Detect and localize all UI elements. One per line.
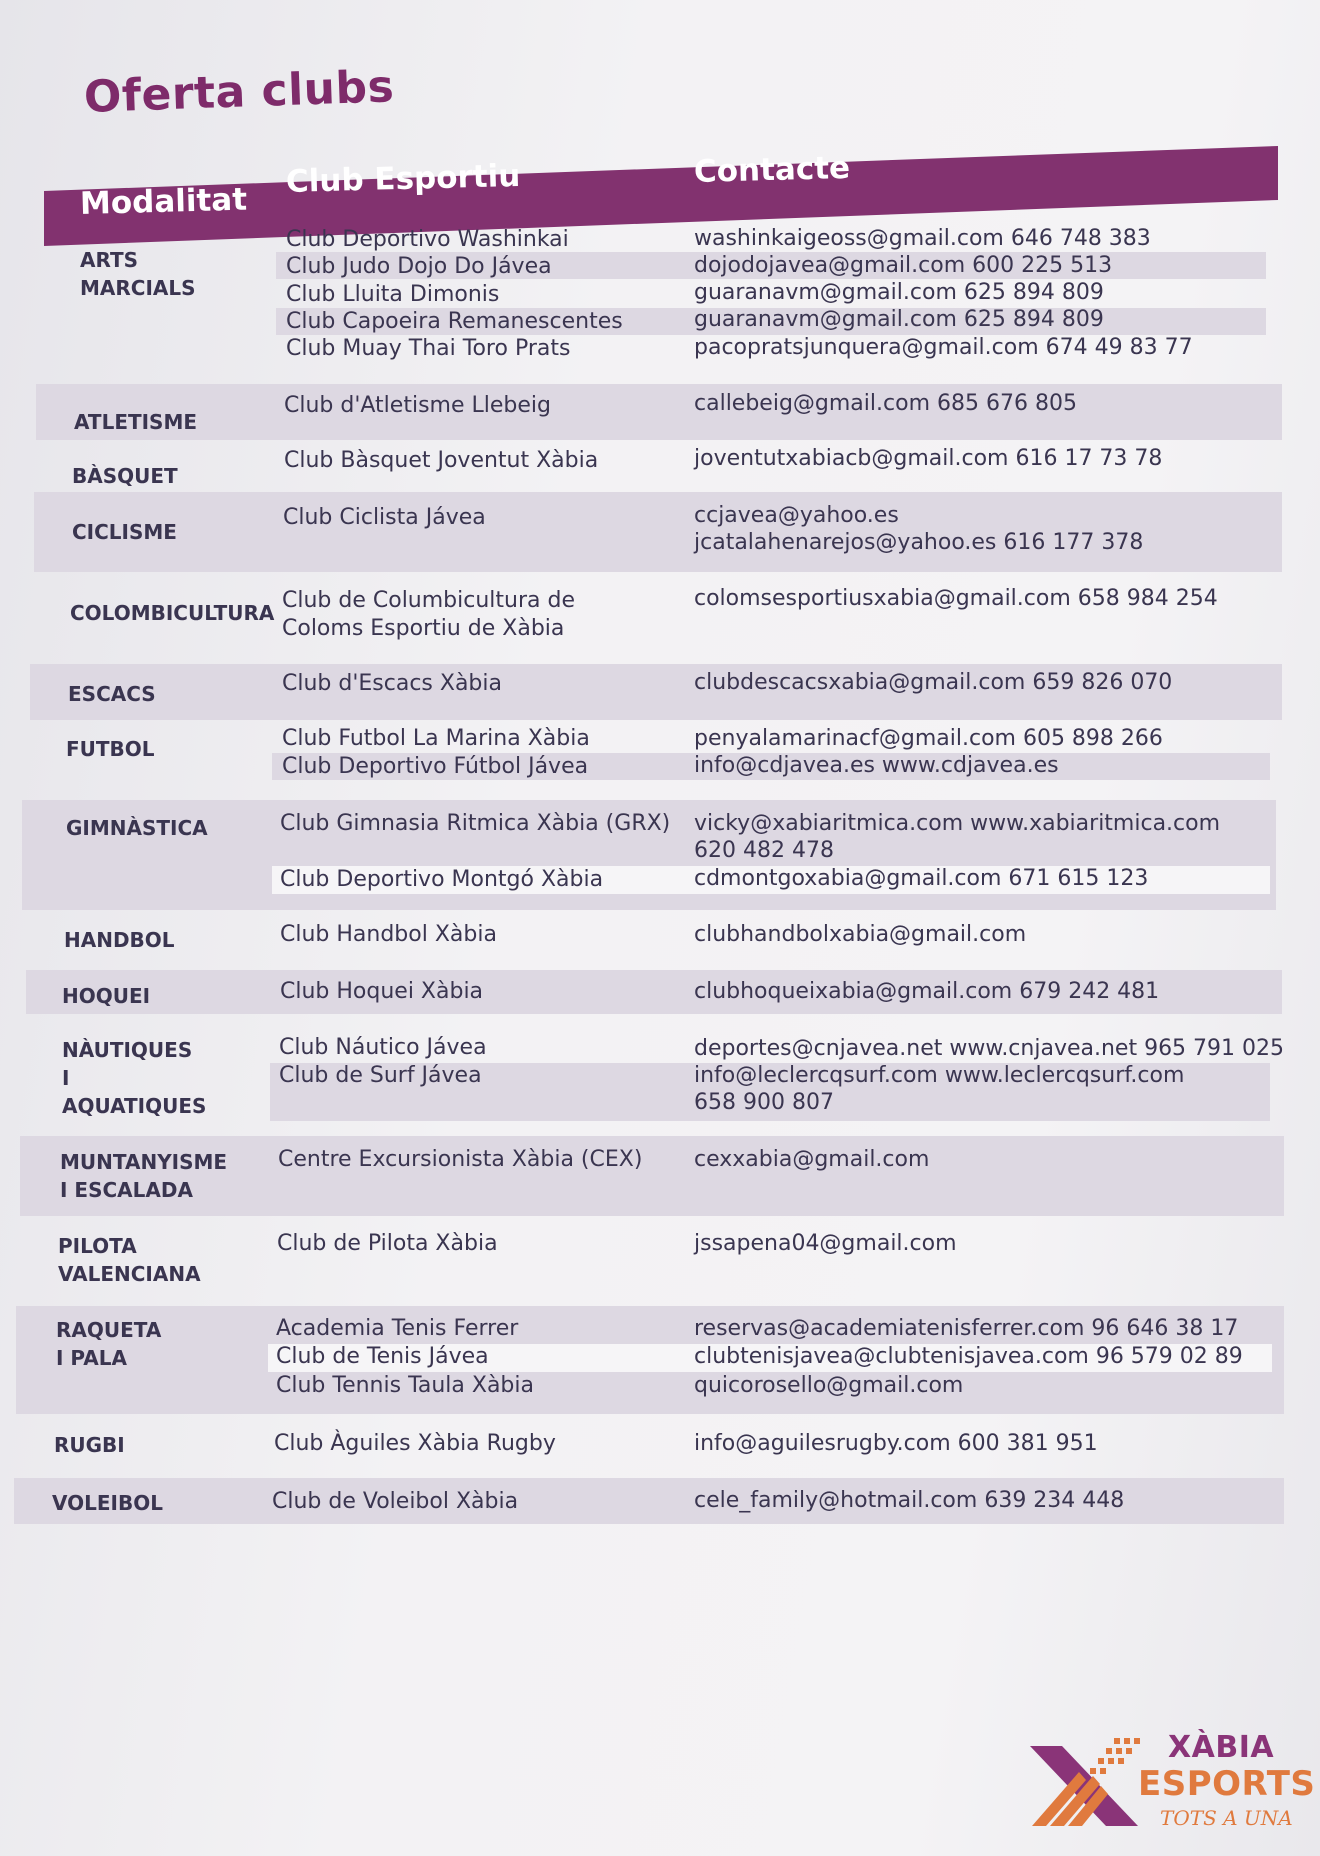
page-title: Oferta clubs [83,61,396,123]
club-name: Centre Excursionista Xàbia (CEX) [278,1147,643,1172]
contact-info[interactable]: callebeig@gmail.com 685 676 805 [694,391,1077,416]
modalitat-label: BÀSQUET [72,464,178,488]
club-name: Club Lluita Dimonis [286,282,500,307]
club-name: Club Handbol Xàbia [280,922,497,947]
logo-line2: ESPORTS [1138,1764,1316,1804]
xabia-esports-logo [1020,1730,1316,1840]
modalitat-label: RAQUETA I PALA [56,1318,162,1370]
club-name: Club Hoquei Xàbia [280,979,484,1004]
contact-info[interactable]: info@leclercqsurf.com www.leclercqsurf.com [694,1063,1185,1088]
contact-info[interactable]: penyalamarinacf@gmail.com 605 898 266 [694,726,1163,751]
logo-line3: TOTS A UNA [1160,1806,1293,1830]
contact-info[interactable]: dojodojavea@gmail.com 600 225 513 [694,253,1113,278]
contact-info[interactable]: joventutxabiacb@gmail.com 616 17 73 78 [694,446,1163,471]
modalitat-label: ESCACS [68,682,156,706]
club-name: Club Muay Thai Toro Prats [286,336,571,361]
club-name: Club de Tenis Jávea [276,1344,489,1369]
contact-info[interactable]: cexxabia@gmail.com [694,1147,930,1172]
contact-info[interactable]: deportes@cnjavea.net www.cnjavea.net 965 791 025 [694,1036,1285,1061]
club-name: Club de Columbicultura de [282,588,575,613]
modalitat-label: ARTS MARCIALS [80,248,196,300]
club-name: Club de Surf Jávea [279,1063,482,1088]
club-name: Club Bàsquet Joventut Xàbia [284,448,599,473]
modalitat-label: FUTBOL [66,737,155,761]
contact-info[interactable]: info@cdjavea.es www.cdjavea.es [694,753,1059,778]
club-name: Club d'Atletisme Llebeig [284,393,551,418]
contact-info[interactable]: pacopratsjunquera@gmail.com 674 49 83 77 [694,335,1193,360]
club-name: Club Ciclista Jávea [283,505,486,530]
club-name: Club Àguiles Xàbia Rugby [274,1431,556,1456]
contact-info[interactable]: vicky@xabiaritmica.com www.xabiaritmica.com [694,811,1221,836]
table-row [36,384,1282,440]
modalitat-label: RUGBI [54,1433,125,1457]
contact-info[interactable]: jcatalahenarejos@yahoo.es 616 177 378 [694,530,1144,555]
club-name: Coloms Esportiu de Xàbia [282,616,565,641]
contact-info[interactable]: clubdescacsxabia@gmail.com 659 826 070 [694,670,1173,695]
header-club: Club Esportiu [285,157,521,200]
modalitat-label: VOLEIBOL [52,1491,163,1515]
contact-info[interactable]: 658 900 807 [694,1090,834,1115]
contact-info[interactable]: guaranavm@gmail.com 625 894 809 [694,280,1104,305]
club-name: Club Deportivo Washinkai [286,227,569,252]
header-contacte: Contacte [693,149,851,190]
modalitat-label: CICLISME [72,520,177,544]
modalitat-label: GIMNÀSTICA [66,816,208,840]
contact-info[interactable]: info@aguilesrugby.com 600 381 951 [694,1431,1098,1456]
logo-line1: XÀBIA [1168,1730,1275,1765]
contact-info[interactable]: washinkaigeoss@gmail.com 646 748 383 [694,226,1151,251]
contact-info[interactable]: 620 482 478 [694,838,834,863]
modalitat-label: ATLETISME [74,410,198,434]
club-name: Club de Pilota Xàbia [277,1231,498,1256]
contact-info[interactable]: jssapena04@gmail.com [694,1231,957,1256]
contact-info[interactable]: cele_family@hotmail.com 639 234 448 [694,1488,1125,1513]
club-name: Club Deportivo Montgó Xàbia [280,867,604,892]
club-name: Academia Tenis Ferrer [276,1316,519,1341]
club-name: Club Gimnasia Ritmica Xàbia (GRX) [280,811,671,836]
modalitat-label: PILOTA VALENCIANA [58,1234,201,1286]
club-name: Club de Voleibol Xàbia [272,1489,519,1514]
club-name: Club Tennis Taula Xàbia [276,1373,534,1398]
contact-info[interactable]: cdmontgoxabia@gmail.com 671 615 123 [694,866,1149,891]
contact-info[interactable]: clubhoqueixabia@gmail.com 679 242 481 [694,979,1160,1004]
contact-info[interactable]: clubhandbolxabia@gmail.com [694,922,1027,947]
modalitat-label: HOQUEI [62,984,151,1008]
header-modalitat: Modalitat [79,181,248,222]
club-name: Club Judo Dojo Do Jávea [286,254,552,279]
club-name: Club Futbol La Marina Xàbia [282,726,590,751]
contact-info[interactable]: ccjavea@yahoo.es [694,503,899,528]
modalitat-label: MUNTANYISME I ESCALADA [60,1150,228,1202]
contact-info[interactable]: colomsesportiusxabia@gmail.com 658 984 254 [694,586,1218,611]
contact-info[interactable]: guaranavm@gmail.com 625 894 809 [694,307,1104,332]
contact-info[interactable]: clubtenisjavea@clubtenisjavea.com 96 579 02 89 [694,1344,1243,1369]
contact-info[interactable]: reservas@academiatenisferrer.com 96 646 38 17 [694,1316,1239,1341]
modalitat-label: COLOMBICULTURA [70,601,275,625]
club-name: Club Deportivo Fútbol Jávea [282,754,589,779]
contact-info[interactable]: quicorosello@gmail.com [694,1373,964,1398]
club-name: Club d'Escacs Xàbia [282,671,502,696]
club-name: Club Capoeira Remanescentes [286,309,623,334]
modalitat-label: NÀUTIQUES I AQUATIQUES [62,1038,207,1118]
modalitat-label: HANDBOL [64,928,175,952]
club-name: Club Náutico Jávea [279,1035,487,1060]
